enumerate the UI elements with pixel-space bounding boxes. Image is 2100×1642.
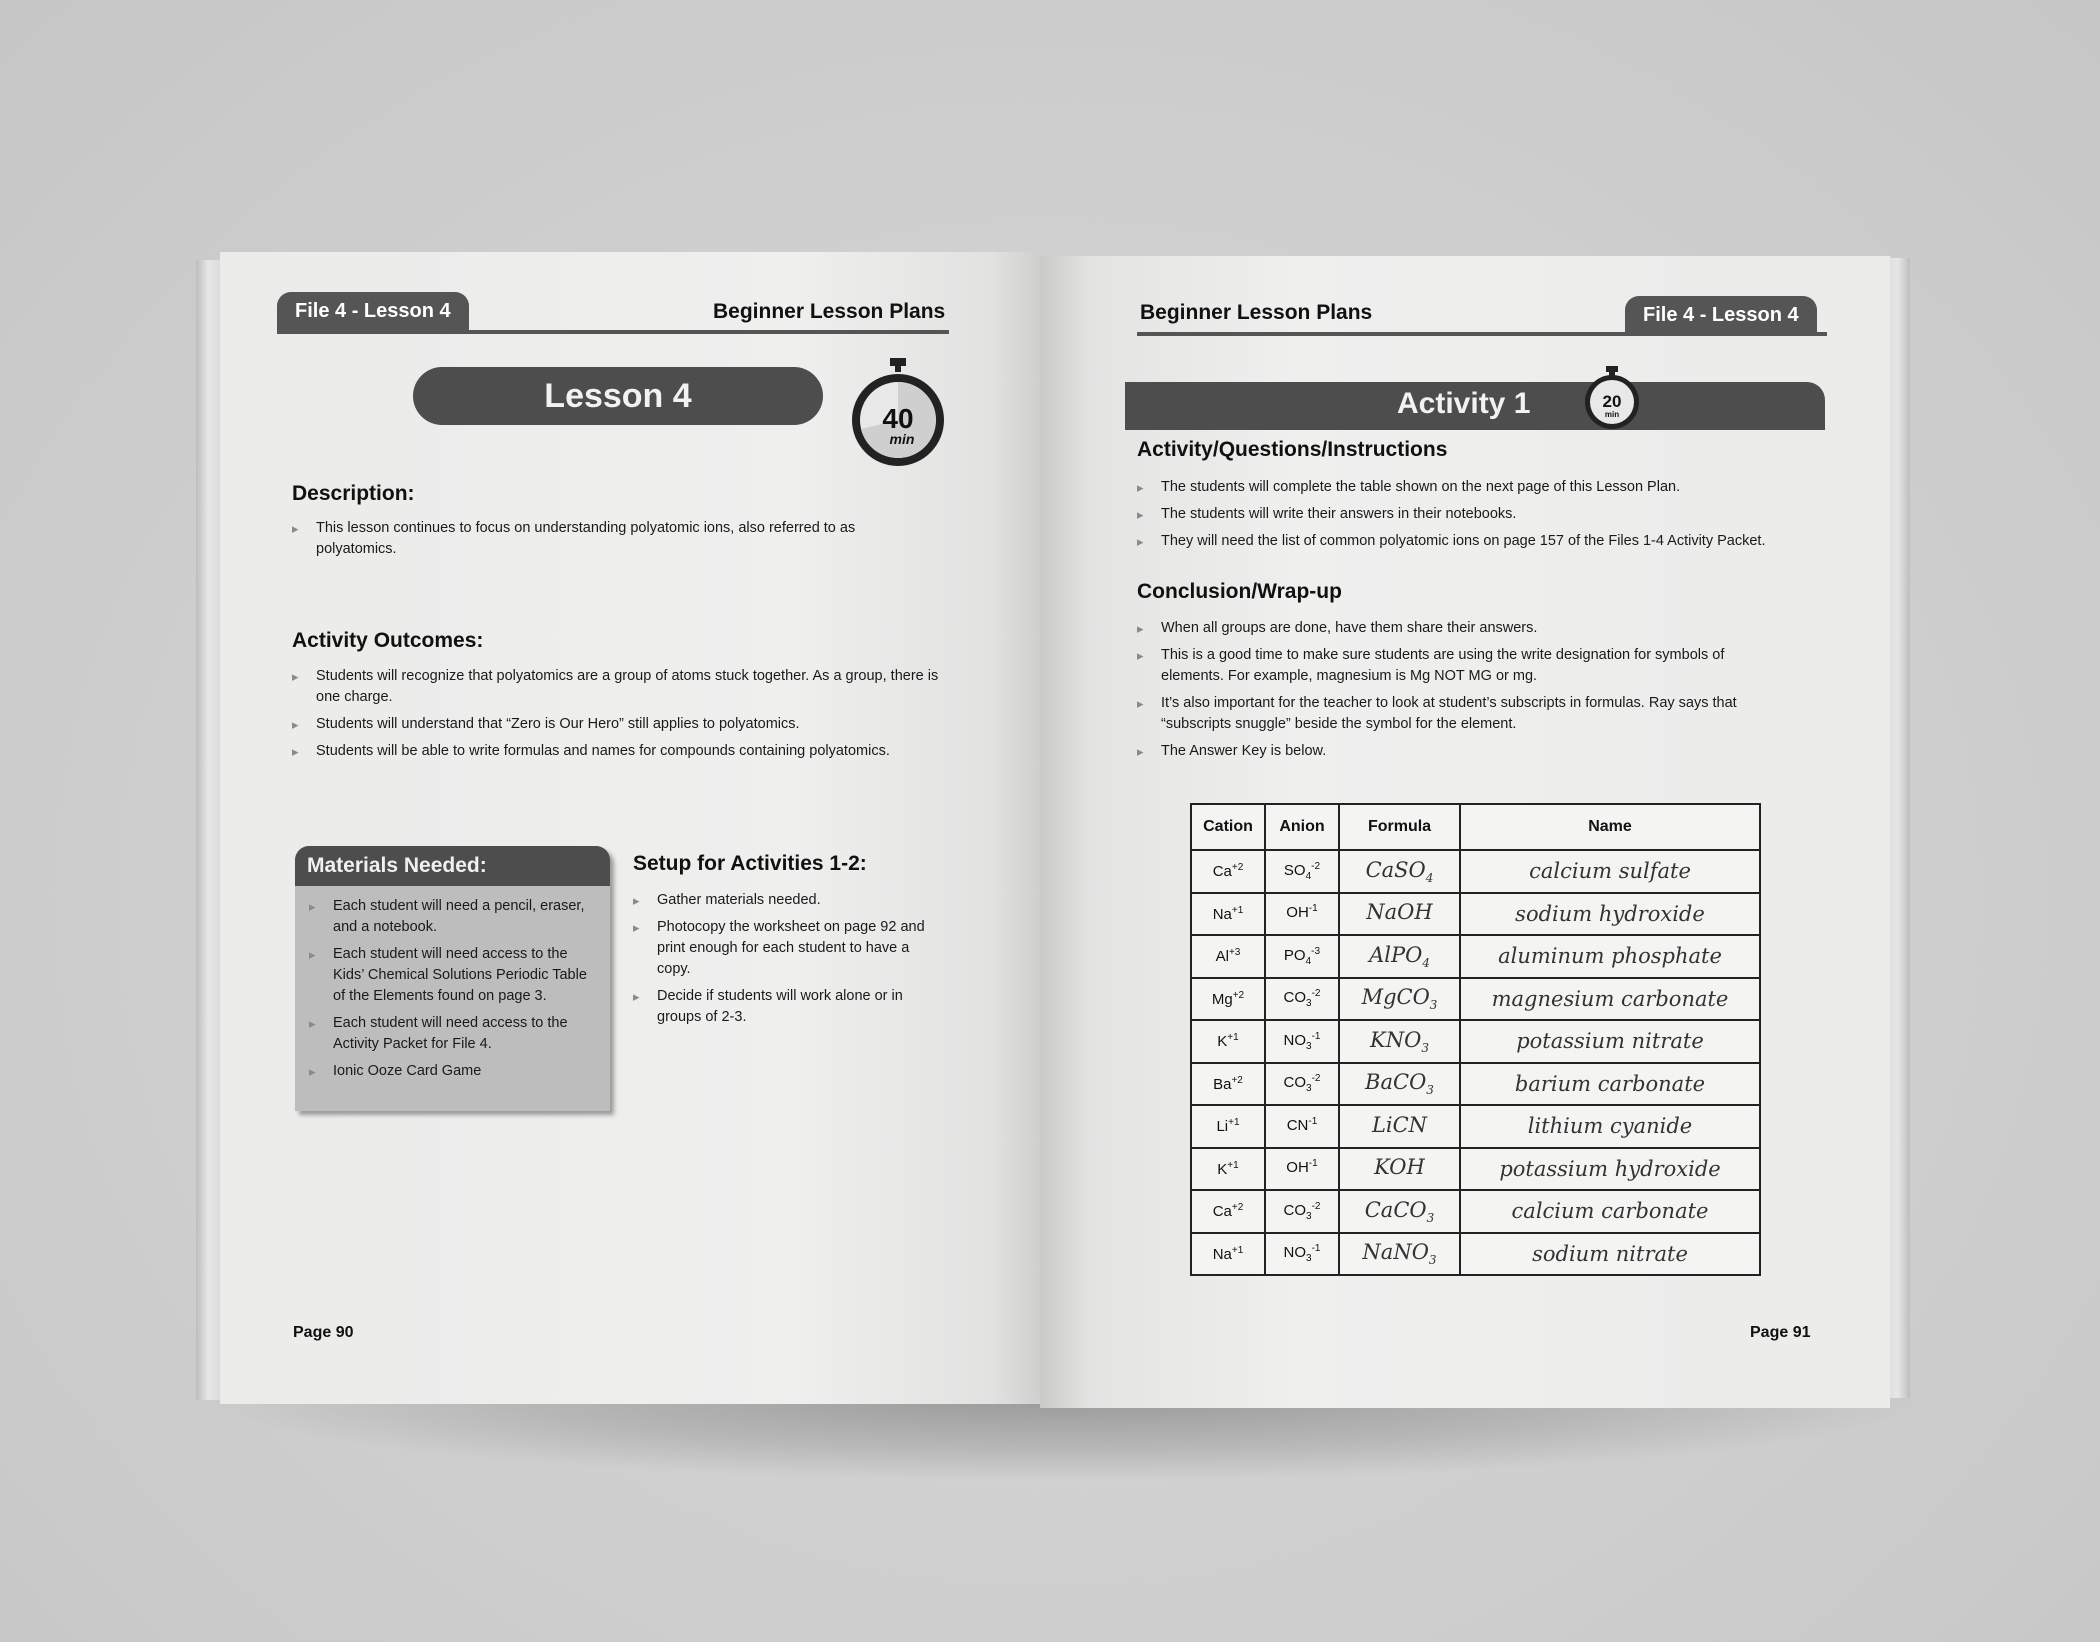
list-item: ▸ Students will understand that “Zero is Our Hero” still applies to polyatomics. xyxy=(292,714,942,735)
list-item: ▸ This lesson continues to focus on understanding polyatomic ions, also referred to as polyatomics. xyxy=(292,518,872,560)
svg-text:40: 40 xyxy=(882,403,914,434)
materials-heading: Materials Needed: xyxy=(295,846,610,886)
list-item: ▸ Students will recognize that polyatomics are a group of atoms stuck together. As a group, there is one charge. xyxy=(292,666,942,708)
formula-cell xyxy=(1339,1105,1460,1148)
setup-list xyxy=(633,890,933,1034)
list-item: ▸ They will need the list of common polyatomic ions on page 157 of the Files 1-4 Activity Packet. xyxy=(1137,531,1837,552)
conclusion-list xyxy=(1137,618,1777,768)
anion-symbol: CO xyxy=(1283,1074,1307,1092)
formula-text: AlPO xyxy=(1369,942,1423,967)
header-tab: File 4 - Lesson 4 xyxy=(1625,296,1817,335)
description-list xyxy=(292,518,872,566)
name-cell: barium carbonate xyxy=(1460,1063,1760,1106)
anion-subscript: 3 xyxy=(1306,1083,1312,1095)
cation-symbol: Al xyxy=(1215,948,1229,966)
cation-symbol: Ba xyxy=(1213,1075,1232,1093)
anion-charge: -1 xyxy=(1308,1158,1318,1170)
formula-text: BaCO xyxy=(1365,1070,1427,1095)
header-tab: File 4 - Lesson 4 xyxy=(277,292,469,331)
cation-cell xyxy=(1191,1233,1265,1276)
anion-cell xyxy=(1265,850,1339,893)
formula-cell xyxy=(1339,1020,1460,1063)
page-number: Page 90 xyxy=(293,1324,354,1341)
formula-cell xyxy=(1339,935,1460,978)
cation-cell xyxy=(1191,978,1265,1021)
setup-heading: Setup for Activities 1-2: xyxy=(633,852,867,875)
stopwatch-20-icon xyxy=(1583,364,1641,434)
table-row xyxy=(1191,1063,1760,1106)
formula-subscript: 4 xyxy=(1425,870,1434,885)
anion-symbol: CN xyxy=(1286,1116,1309,1134)
anion-subscript: 3 xyxy=(1306,1253,1312,1265)
anion-charge: -2 xyxy=(1311,1073,1321,1085)
name-cell: sodium nitrate xyxy=(1460,1233,1760,1276)
column-header: Anion xyxy=(1265,804,1339,850)
list-item: ▸ This is a good time to make sure students are using the write designation for symbols of elements. For example, magnesium is Mg NOT MG or mg. xyxy=(1137,645,1777,687)
anion-symbol: SO xyxy=(1283,861,1306,879)
anion-subscript: 3 xyxy=(1306,1040,1312,1052)
cation-charge: +1 xyxy=(1228,1117,1240,1129)
cation-symbol: Na xyxy=(1212,1245,1232,1263)
anion-symbol: OH xyxy=(1286,1159,1309,1177)
list-item: ▸ The Answer Key is below. xyxy=(1137,741,1777,762)
description-heading: Description: xyxy=(292,482,415,505)
outcomes-heading: Activity Outcomes: xyxy=(292,629,484,652)
list-item: ▸ Photocopy the worksheet on page 92 and print enough for each student to have a copy. xyxy=(633,917,933,980)
formula-text: LiCN xyxy=(1371,1112,1428,1137)
cation-cell xyxy=(1191,1105,1265,1148)
list-item: ▸ Each student will need access to the Activity Packet for File 4. xyxy=(309,1013,601,1055)
formula-subscript: 4 xyxy=(1422,955,1430,970)
table-row xyxy=(1191,1020,1760,1063)
stopwatch-40-icon xyxy=(848,354,948,474)
list-item: ▸ Each student will need a pencil, eraser, and a notebook. xyxy=(309,896,601,938)
instructions-list xyxy=(1137,477,1837,558)
anion-subscript: 4 xyxy=(1305,870,1312,882)
anion-symbol: PO xyxy=(1283,946,1306,964)
cation-cell xyxy=(1191,893,1265,936)
cation-symbol: Mg xyxy=(1211,990,1233,1008)
table-row xyxy=(1191,978,1760,1021)
anion-symbol: NO xyxy=(1283,1244,1307,1262)
name-cell: calcium sulfate xyxy=(1460,850,1760,893)
page-number: Page 91 xyxy=(1750,1324,1811,1341)
anion-subscript: 3 xyxy=(1306,1210,1312,1222)
anion-cell xyxy=(1265,1063,1339,1106)
list-item: ▸ Each student will need access to the Kids’ Chemical Solutions Periodic Table of the Elements found on page 3. xyxy=(309,944,601,1007)
right-page xyxy=(1040,256,1890,1408)
anion-charge: -1 xyxy=(1308,1115,1318,1127)
name-cell: sodium hydroxide xyxy=(1460,893,1760,936)
list-item: ▸ Students will be able to write formulas and names for compounds containing polyatomics. xyxy=(292,741,942,762)
column-header: Cation xyxy=(1191,804,1265,850)
activity-banner xyxy=(1125,382,1825,430)
anion-charge: -2 xyxy=(1311,860,1321,872)
cation-charge: +2 xyxy=(1232,989,1245,1001)
outcomes-list xyxy=(292,666,942,768)
column-header: Name xyxy=(1460,804,1760,850)
cation-charge: +3 xyxy=(1228,947,1241,959)
anion-charge: -3 xyxy=(1311,945,1321,957)
anion-cell xyxy=(1265,935,1339,978)
cation-cell xyxy=(1191,1190,1265,1233)
cation-cell xyxy=(1191,1020,1265,1063)
cation-symbol: Na xyxy=(1212,905,1232,923)
list-item: ▸ Ionic Ooze Card Game xyxy=(309,1061,601,1082)
column-header: Formula xyxy=(1339,804,1460,850)
anion-charge: -1 xyxy=(1308,903,1318,915)
name-cell: calcium carbonate xyxy=(1460,1190,1760,1233)
list-item: ▸ Decide if students will work alone or in groups of 2-3. xyxy=(633,986,933,1028)
cation-cell xyxy=(1191,850,1265,893)
formula-text: KNO xyxy=(1370,1027,1422,1052)
answer-key-table xyxy=(1190,803,1761,1276)
left-page xyxy=(220,252,1040,1404)
cation-cell xyxy=(1191,1148,1265,1191)
instructions-heading: Activity/Questions/Instructions xyxy=(1137,438,1448,461)
anion-charge: -2 xyxy=(1311,988,1321,1000)
formula-text: CaCO xyxy=(1364,1197,1427,1222)
cation-charge: +2 xyxy=(1231,1074,1243,1086)
anion-subscript: 4 xyxy=(1305,955,1312,967)
cation-charge: +2 xyxy=(1231,862,1244,874)
name-cell: magnesium carbonate xyxy=(1460,978,1760,1021)
formula-subscript: 3 xyxy=(1428,1253,1437,1268)
header-rule xyxy=(277,330,949,334)
cation-symbol: Li xyxy=(1216,1118,1229,1136)
anion-cell xyxy=(1265,1105,1339,1148)
cation-charge: +1 xyxy=(1231,904,1244,916)
table-row xyxy=(1191,893,1760,936)
name-cell: lithium cyanide xyxy=(1460,1105,1760,1148)
table-row xyxy=(1191,1148,1760,1191)
list-item: ▸ When all groups are done, have them share their answers. xyxy=(1137,618,1777,639)
cation-symbol: K xyxy=(1217,1160,1228,1178)
name-cell: aluminum phosphate xyxy=(1460,935,1760,978)
anion-cell xyxy=(1265,978,1339,1021)
table-row xyxy=(1191,1105,1760,1148)
formula-text: NaNO xyxy=(1362,1240,1429,1265)
table-header-row xyxy=(1191,804,1760,850)
formula-cell xyxy=(1339,1148,1460,1191)
materials-list xyxy=(309,896,601,1088)
cation-charge: +1 xyxy=(1231,1244,1244,1256)
svg-text:min: min xyxy=(889,431,915,447)
table-row xyxy=(1191,1190,1760,1233)
formula-cell xyxy=(1339,850,1460,893)
formula-text: CaSO xyxy=(1365,857,1426,882)
list-item: ▸ The students will write their answers in their notebooks. xyxy=(1137,504,1837,525)
name-cell: potassium nitrate xyxy=(1460,1020,1760,1063)
cation-cell xyxy=(1191,1063,1265,1106)
name-cell: potassium hydroxide xyxy=(1460,1148,1760,1191)
anion-symbol: CO xyxy=(1283,989,1307,1007)
formula-cell xyxy=(1339,1190,1460,1233)
anion-cell xyxy=(1265,1190,1339,1233)
table-row xyxy=(1191,850,1760,893)
activity-title: Activity 1 xyxy=(1397,387,1531,420)
formula-cell xyxy=(1339,978,1460,1021)
formula-cell xyxy=(1339,893,1460,936)
cation-charge: +2 xyxy=(1231,1202,1244,1214)
conclusion-heading: Conclusion/Wrap-up xyxy=(1137,580,1342,603)
lesson-title: Lesson 4 xyxy=(413,367,823,425)
anion-symbol: NO xyxy=(1283,1031,1307,1049)
formula-subscript: 3 xyxy=(1426,1210,1435,1225)
materials-box xyxy=(295,846,610,1111)
formula-subscript: 3 xyxy=(1426,1083,1434,1098)
anion-cell xyxy=(1265,1020,1339,1063)
header-title: Beginner Lesson Plans xyxy=(713,300,946,323)
formula-cell xyxy=(1339,1063,1460,1106)
anion-symbol: OH xyxy=(1286,904,1309,922)
cation-charge: +1 xyxy=(1227,1032,1239,1044)
list-item: ▸ It’s also important for the teacher to look at student’s subscripts in formulas. Ray says that “subscripts snuggle” beside the symbol for the element. xyxy=(1137,693,1777,735)
anion-charge: -1 xyxy=(1311,1030,1321,1042)
table-row xyxy=(1191,935,1760,978)
formula-cell xyxy=(1339,1233,1460,1276)
anion-cell xyxy=(1265,1233,1339,1276)
anion-subscript: 3 xyxy=(1306,998,1312,1010)
cation-cell xyxy=(1191,935,1265,978)
anion-cell xyxy=(1265,1148,1339,1191)
anion-charge: -1 xyxy=(1311,1243,1321,1255)
formula-text: NaOH xyxy=(1366,900,1433,925)
formula-text: KOH xyxy=(1374,1155,1425,1180)
formula-text: MgCO xyxy=(1361,985,1430,1010)
anion-cell xyxy=(1265,893,1339,936)
list-item: ▸ Gather materials needed. xyxy=(633,890,933,911)
anion-charge: -2 xyxy=(1311,1200,1321,1212)
header-title: Beginner Lesson Plans xyxy=(1140,301,1373,324)
anion-symbol: CO xyxy=(1283,1201,1307,1219)
cation-charge: +1 xyxy=(1227,1159,1239,1171)
list-item: ▸ The students will complete the table shown on the next page of this Lesson Plan. xyxy=(1137,477,1837,498)
table-row xyxy=(1191,1233,1760,1276)
svg-text:20: 20 xyxy=(1602,392,1622,411)
cation-symbol: Ca xyxy=(1212,1203,1232,1221)
cation-symbol: Ca xyxy=(1212,863,1232,881)
formula-subscript: 3 xyxy=(1421,1040,1429,1055)
formula-subscript: 3 xyxy=(1429,998,1438,1013)
cation-symbol: K xyxy=(1217,1033,1228,1051)
svg-text:min: min xyxy=(1604,410,1620,419)
